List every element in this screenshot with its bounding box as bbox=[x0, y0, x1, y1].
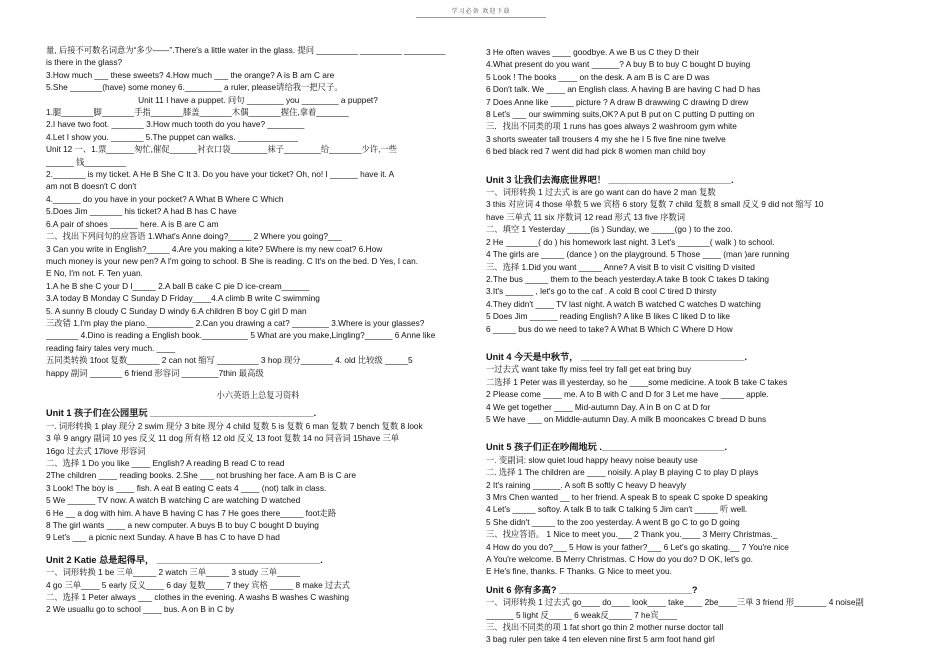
text-line: 1.腿_______脚_______手指_______膝盖_______木偶_______握住,拿着_______ bbox=[46, 107, 349, 118]
text-line: 五同类转换 1foot 复数_______ 2 can not 缩写 _________ 3 hop 现分_______ 4. old 比较级 _____5 bbox=[46, 355, 413, 366]
text-line: 5 We have ___ on Middle-autumn Day. A milk B mooncakes C bread D buns bbox=[486, 413, 767, 424]
spacer bbox=[46, 544, 470, 548]
text-line: 4 Let′s _____ softoy. A talk B to talk C talking 5 Jim can′t _____ 听 well. bbox=[486, 504, 748, 515]
text-line: 一. 词形转换 1 play 现分 2 swim 现分 3 bite 现分 4 child 复数 5 is 复数 6 man 复数 7 bench 复数 8 look bbox=[46, 420, 423, 431]
text-line: 三．找出不同类的项 1 runs has goes always 2 washroom gym white bbox=[486, 121, 737, 132]
text-line: 4 We get together ____ Mid-autumn Day. A in B on C at D for bbox=[486, 401, 711, 412]
text-line: 5 Look ! The books ____ on the desk. A am B is C are D was bbox=[486, 71, 710, 82]
text-line: 3 单 9 angry 副词 10 yes 反义 11 dog 所有格 12 old 反义 13 foot 复数 14 no 同音词 15have 三单 bbox=[46, 433, 400, 444]
spacer bbox=[486, 158, 910, 168]
text-line: 三、找出不同类的项 1 fat short go thin 2 mother nurse doctor tall bbox=[486, 622, 724, 633]
text-line: 5. A sunny B cloudy C Sunday D windy 6.A children B boy C girl D man bbox=[46, 305, 307, 316]
text-line: 2 He _______( do ) his homework last night. 3 Let′s _______( walk ) to school. bbox=[486, 236, 775, 247]
text-line: 二、选择 1 Peter always ___ clothes in the evening. A washs B washes C washing bbox=[46, 592, 349, 603]
spacer bbox=[486, 335, 910, 345]
unit-heading: Unit 6 你有多高? __________________________? bbox=[486, 584, 698, 595]
text-line: Unit 12 一、1.票______匆忙,催促______衬衣口袋________袜子________给_______少许,一些 bbox=[46, 144, 397, 155]
text-line: 6 _____ bus do we need to take? A What B Which C Where D How bbox=[486, 323, 733, 334]
text-line: 7 Does Anne like _____ picture ? A draw B drawwing C drawing D drew bbox=[486, 96, 749, 107]
text-line: E He′s fine, thanks. F Thanks. G Nice to meet you. bbox=[486, 566, 672, 577]
text-line: am not B doesn′t C don′t bbox=[46, 181, 137, 192]
text-line: 3 bag ruler pen take 4 ten eleven nine first 5 arm foot hand girl bbox=[486, 634, 715, 645]
text-line: 9 Let′s ___ a picnic next Sunday. A have B has C to have D had bbox=[46, 532, 280, 543]
text-line: 3.A today B Monday C Sunday D Friday____4.A climb B write C swimming bbox=[46, 293, 320, 304]
unit-heading: Unit 5 孩子们正在吵闹地玩 .________________________. bbox=[486, 442, 728, 453]
text-line: 小六英语上总复习资料 bbox=[216, 389, 300, 400]
text-line: 一过去式 want take fly miss feel try fall get eat bring buy bbox=[486, 364, 692, 375]
text-line: 4.Let I show you. _______ 5.The puppet can walks. _____________ bbox=[46, 131, 298, 142]
text-line: 3.It′s ______ , let′s go to the caf . A cold B cool C tired D thirsty bbox=[486, 286, 717, 297]
text-line: 4 go 三单____ 5 early 反义____ 6 day 复数____ 7 they 宾格 _____ 8 make 过去式 bbox=[46, 579, 350, 590]
text-line: ______ 钱_________ bbox=[46, 156, 126, 167]
text-line: 4.______ do you have in your pocket? A What B Where C Which bbox=[46, 193, 284, 204]
text-line: _______ 4.Dino is reading a English book.__________ 5 What are you make,Lingling?______ 6 Anne like bbox=[46, 330, 436, 341]
unit-heading: Unit 2 Katie 总是起得早， ________________________________. bbox=[46, 554, 323, 565]
text-line: 二、找出下列问句的应答语 1.What′s Anne doing?_____ 2 Where you going?___ bbox=[46, 231, 342, 242]
text-line: 3 He often waves ____ goodbye. A we B us C they D their bbox=[486, 47, 700, 57]
text-line: A You′re welcome. B Merry Christmas. C How do you do? D OK, let′s go. bbox=[486, 554, 753, 565]
text-line: 二、填空 1 Yesterday _____(is ) Sunday, we _____(go ) to the zoo. bbox=[486, 224, 733, 235]
text-line: 6.A pair of shoes ______ here. A is B are C am bbox=[46, 218, 219, 229]
text-line: 三、找应答语。 1 Nice to meet you.___ 2 Thank you.____ 3 Merry Christmas._ bbox=[486, 529, 778, 540]
text-line: 3 Mrs Chen wanted __ to her friend. A speak B to speak C spoke D speaking bbox=[486, 492, 768, 502]
unit-heading: Unit 1 孩子们在公园里玩 ________________________________. bbox=[46, 408, 317, 419]
text-line: 1.A he B she C your D I_____ 2.A ball B cake C pie D ice-cream______ bbox=[46, 280, 310, 291]
spacer bbox=[46, 379, 470, 389]
unit-heading: Unit 4 今天是中秋节， ________________________________. bbox=[486, 351, 748, 362]
text-line: 2.I have two foot. _______ 3.How much tooth do you have? ________ bbox=[46, 119, 305, 130]
page-header: 学习必备 欢迎下载 bbox=[416, 6, 546, 18]
text-line: 5 Does Jim ______ reading English? A like B likes C liked D to like bbox=[486, 311, 730, 322]
text-line: 3 Can you write in English?_____ 4.Are you making a kite? 5Where is my new coat? 6.How bbox=[46, 243, 383, 254]
text-line: 二选择 1 Peter was ill yesterday, so he ____some medicine. A took B take C takes bbox=[486, 376, 788, 387]
text-line: 2 We usuallu go to school ____ bus. A on B in C by bbox=[46, 604, 235, 615]
text-line: 3 shorts sweater tall trousers 4 my she he I 5 five fine nine twelve bbox=[486, 133, 726, 144]
right-column bbox=[486, 46, 910, 646]
text-line: 2The children ____ reading books. 2.She ___ not brushing her face. A am B is C are bbox=[46, 470, 356, 481]
text-line: 8 Let′s ___ our swimming suits,OK? A put B put on C putting D putting on bbox=[486, 109, 755, 120]
text-line: 三、选择 1.Did you want _____ Anne? A visit B to visit C visiting D visited bbox=[486, 261, 755, 272]
unit-heading: Unit 3 让我们去海底世界吧！ ________________________. bbox=[486, 174, 734, 185]
text-line: 量, 后接不可数名词意为“多少——”.There′s a little water in the glass. 提问 _________ _________ _________ bbox=[46, 45, 446, 55]
text-line: ______ 5 light 反_____ 6 weak反_____ 7 he宾____ bbox=[486, 609, 677, 620]
text-line: 5.She _______(have) some money 6.________ a ruler, please请给我一把尺子。 bbox=[46, 82, 343, 93]
text-line: 二、选择 1 Do you like ____ English? A reading B read C to read bbox=[46, 458, 285, 468]
text-line: 8 The girl wants ____ a new computer. A buys B to buy C bought D buying bbox=[46, 520, 319, 531]
text-line: 2.The bus _____ them to the beach yesterday.A take B took C takes D taking bbox=[486, 273, 770, 284]
text-line: 6 He __ a dog with him. A have B having C has 7 He goes there_____ foot走路 bbox=[46, 507, 337, 518]
text-line: Unit 11 I have a puppet. 问句 ________ you ________ a puppet? bbox=[138, 94, 378, 105]
left-column bbox=[46, 44, 470, 616]
text-line: 一、词形转换 1 过去式 is are go want can do have 2 man 复数 bbox=[486, 187, 716, 198]
text-line: reading fairy tales very much. ____ bbox=[46, 342, 176, 353]
text-line: much money is your new pen? A I′m going to school. B She is reading. C It′s on the bed. D Yes, I can. bbox=[46, 255, 419, 266]
text-line: happy 副词 _______ 6 friend 形容词 ________7thin 最高级 bbox=[46, 367, 264, 378]
text-line: 4.What present do you want ______? A buy B to buy C bought D buying bbox=[486, 59, 751, 70]
text-line: 二. 选择 1 The children are ____ noisily. A play B playing C to play D plays bbox=[486, 467, 759, 478]
text-line: 4 The girls are _____ (dance ) on the playground. 5 Those ____ (man )are running bbox=[486, 249, 790, 260]
text-line: 4.They didn′t ____ TV last night. A watch B watched C watches D watching bbox=[486, 298, 761, 309]
text-line: 6 bed black red 7 went did had pick 8 women man child boy bbox=[486, 146, 706, 157]
text-line: 一、词形转换 1 be 三单_____ 2 watch 三单_____ 3 study 三单_____ bbox=[46, 567, 301, 578]
text-line: 3 Look! The boy is ____ fish. A eat B eating C eats 4 ____ (not) talk in class. bbox=[46, 482, 327, 493]
text-line: 三改错 1.I′m play the piano.__________ 2.Can you drawing a cat? ________ 3.Where is your glasses? bbox=[46, 317, 425, 328]
text-line: 3 this 对应词 4 those 单数 5 we 宾格 6 story 复数 7 child 复数 8 small 反义 9 did not 缩写 10 bbox=[486, 199, 824, 210]
text-line: 2._______ is my ticket. A He B She C It 3. Do you have your ticket? Oh, no! I ______ have it. A bbox=[46, 169, 395, 180]
text-line: 3.How much ___ these sweets? 4.How much ___ the orange? A is B am C are bbox=[46, 69, 335, 80]
text-line: 2 Please come ____ me. A to B with C and D for 3 Let me have _____ apple. bbox=[486, 389, 769, 400]
text-line: 5.Does Jim _______ his ticket? A had B has C have bbox=[46, 206, 237, 217]
text-line: E No, I′m not. F. Ten yuan. bbox=[46, 268, 143, 279]
spacer bbox=[486, 425, 910, 435]
text-line: 4 How do you do?___ 5 How is your father?___ 6 Let′s go skating.__ 7 You′re nice bbox=[486, 541, 789, 552]
text-line: 2 It′s raining ______. A soft B softly C heavy D heavyly bbox=[486, 479, 687, 490]
text-line: is there in the glass? bbox=[46, 57, 123, 68]
text-line: 16go 过去式 17love 形容词 bbox=[46, 445, 146, 456]
text-line: 6 Don′t talk. We ____ an English class. A having B are having C had D has bbox=[486, 84, 761, 95]
text-line: 一. 变副词: slow quiet loud happy heavy noise beauty use bbox=[486, 454, 698, 465]
text-line: 5 She didn′t _____ to the zoo yesterday. A went B go C to go D going bbox=[486, 516, 740, 527]
text-line: 5 We ______ TV now. A watch B watching C are watching D watched bbox=[46, 495, 301, 506]
text-line: have 三单式 11 six 序数词 12 read 形式 13 five 序数词 bbox=[486, 211, 686, 222]
text-line: 一、词形转换 1 过去式 go____ do____ look____ take____ 2be____三单 3 friend 形_______ 4 noise副 bbox=[486, 597, 864, 608]
